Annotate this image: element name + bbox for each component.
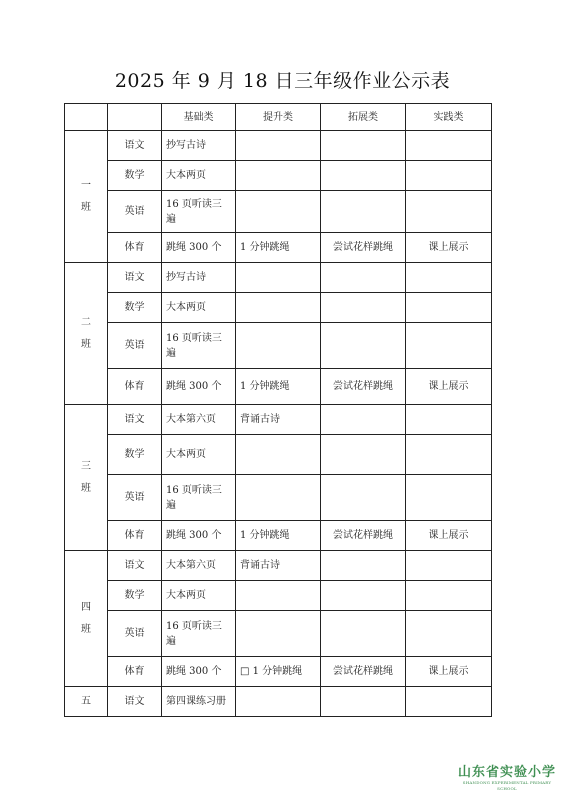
improve-cell: 1 分钟跳绳 [236,521,321,551]
subject-cell: 体育 [108,521,162,551]
subject-cell: 体育 [108,369,162,405]
practice-cell: 课上展示 [406,369,492,405]
subject-cell: 数学 [108,581,162,611]
class-name-cell: 二 班 [65,263,108,405]
subject-cell: 数学 [108,161,162,191]
practice-cell: 课上展示 [406,521,492,551]
extend-cell [321,263,406,293]
improve-cell: 1 分钟跳绳 [236,233,321,263]
extend-cell [321,293,406,323]
improve-cell: □ 1 分钟跳绳 [236,657,321,687]
practice-cell [406,581,492,611]
table-row [65,191,492,233]
page-title: 2025 年 9 月 18 日三年级作业公示表 [114,70,451,92]
basic-cell: 跳绳 300 个 [162,369,236,405]
extend-cell [321,435,406,475]
basic-cell: 跳绳 300 个 [162,657,236,687]
practice-cell [406,263,492,293]
practice-cell: 课上展示 [406,233,492,263]
subject-cell: 英语 [108,611,162,657]
table-row [65,687,492,717]
basic-cell: 大本两页 [162,581,236,611]
improve-cell [236,475,321,521]
practice-cell [406,161,492,191]
basic-cell: 16 页听读三遍 [162,323,236,369]
extend-cell [321,131,406,161]
improve-cell [236,293,321,323]
improve-cell [236,161,321,191]
header-extend: 拓展类 [321,104,406,131]
table-row [65,263,492,293]
basic-cell: 跳绳 300 个 [162,233,236,263]
table-row [65,233,492,263]
basic-cell: 第四课练习册 [162,687,236,717]
improve-cell [236,435,321,475]
basic-cell: 大本两页 [162,293,236,323]
table-row [65,611,492,657]
practice-cell [406,191,492,233]
improve-cell: 背诵古诗 [236,551,321,581]
header-row [65,104,492,131]
practice-cell [406,687,492,717]
practice-cell [406,293,492,323]
basic-cell: 大本第六页 [162,551,236,581]
basic-cell: 抄写古诗 [162,131,236,161]
improve-cell [236,611,321,657]
table-row [65,323,492,369]
subject-cell: 英语 [108,475,162,521]
table-row [65,435,492,475]
improve-cell [236,581,321,611]
class-name-cell: 四 班 [65,551,108,687]
basic-cell: 大本第六页 [162,405,236,435]
extend-cell [321,611,406,657]
improve-cell: 背诵古诗 [236,405,321,435]
subject-cell: 语文 [108,263,162,293]
table-row [65,405,492,435]
subject-cell: 数学 [108,293,162,323]
homework-table [64,103,492,717]
practice-cell: 课上展示 [406,657,492,687]
practice-cell [406,435,492,475]
table-row [65,657,492,687]
extend-cell: 尝试花样跳绳 [321,521,406,551]
extend-cell [321,551,406,581]
extend-cell: 尝试花样跳绳 [321,233,406,263]
table-row [65,551,492,581]
extend-cell: 尝试花样跳绳 [321,657,406,687]
improve-cell [236,191,321,233]
table-row [65,293,492,323]
practice-cell [406,323,492,369]
logo-english: SHANDONG EXPERIMENTAL PRIMARY SCHOOL [462,780,552,791]
subject-cell: 语文 [108,131,162,161]
header-improve: 提升类 [236,104,321,131]
improve-cell [236,263,321,293]
practice-cell [406,611,492,657]
basic-cell: 16 页听读三遍 [162,611,236,657]
practice-cell [406,475,492,521]
table-row [65,581,492,611]
header-basic: 基础类 [162,104,236,131]
header-practice: 实践类 [406,104,492,131]
extend-cell [321,581,406,611]
basic-cell: 跳绳 300 个 [162,521,236,551]
improve-cell [236,323,321,369]
header-cell [108,104,162,131]
practice-cell [406,131,492,161]
extend-cell [321,161,406,191]
table-row [65,161,492,191]
class-name-cell: 五 [65,687,108,717]
extend-cell [321,191,406,233]
extend-cell [321,687,406,717]
extend-cell [321,323,406,369]
subject-cell: 语文 [108,405,162,435]
improve-cell [236,687,321,717]
basic-cell: 抄写古诗 [162,263,236,293]
class-name-cell: 三 班 [65,405,108,551]
logo-chinese: 山东省实验小学 [457,765,556,780]
class-name-cell: 一 班 [65,131,108,263]
table-row [65,369,492,405]
extend-cell [321,405,406,435]
basic-cell: 大本两页 [162,161,236,191]
table-row [65,475,492,521]
subject-cell: 数学 [108,435,162,475]
table-row [65,131,492,161]
extend-cell [321,475,406,521]
extend-cell: 尝试花样跳绳 [321,369,406,405]
practice-cell [406,551,492,581]
subject-cell: 英语 [108,323,162,369]
improve-cell: 1 分钟跳绳 [236,369,321,405]
school-logo [457,766,557,792]
improve-cell [236,131,321,161]
basic-cell: 16 页听读三遍 [162,475,236,521]
subject-cell: 体育 [108,233,162,263]
basic-cell: 16 页听读三遍 [162,191,236,233]
subject-cell: 语文 [108,687,162,717]
header-cell [65,104,108,131]
subject-cell: 语文 [108,551,162,581]
practice-cell [406,405,492,435]
table-row [65,521,492,551]
subject-cell: 英语 [108,191,162,233]
basic-cell: 大本两页 [162,435,236,475]
subject-cell: 体育 [108,657,162,687]
